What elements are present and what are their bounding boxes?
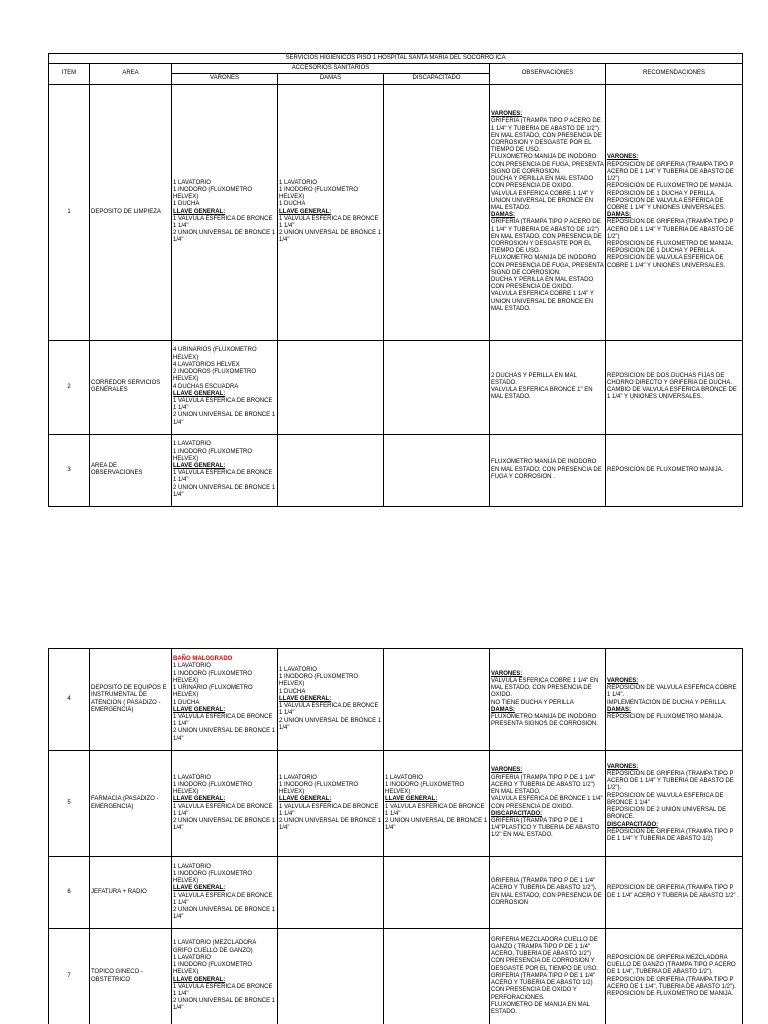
observaciones-cell	[490, 751, 606, 857]
damas-cell	[278, 434, 384, 506]
cell-line: REPOSICION DE FLUXOMETRO MANIJA.	[607, 466, 724, 473]
cell-line: REPOSICION DE VALVULA ESFERICA COBRE 1 1/4".	[607, 685, 737, 699]
cell-line: 4 DUCHAS ESCUADRA	[173, 383, 239, 390]
damas-cell	[278, 857, 384, 929]
cell-line: 1 VALVULA ESFERICA DE BRONCE 1 1/4"	[173, 215, 273, 229]
area-name: DEPOSITO DE EQUIPOS E INSTRUMENTAL DE ATENCION ( PASADIZO - EMERGENCIA)	[90, 649, 172, 751]
area-name: JEFATURA + RADIO	[90, 857, 172, 929]
warning-label: BAÑO MALOGRADO	[173, 656, 233, 663]
cell-line: REPOSICION DE VALVULA ESFERICA DE BRONCE 1 1/4"	[607, 792, 724, 806]
cell-line: VALVULA ESFERICA BRONCE 1" EN MAL ESTADO.	[491, 387, 593, 401]
cell-line: GRIFERIA MEZCLADORA CUELLO DE GANZO ( TRAMPA TIPO P DE 1 1/4" ACERO, TUBERIA DE ABASTO 1/2") CON PRESENCIA DE CORROSION Y DESGASTE POR EL TIEMPO DE USO.	[491, 936, 599, 972]
cell-line: 1 VALVULA ESFERICA DE BRONCE 1 1/4"	[173, 397, 273, 412]
cell-line: CAMBIO DE VALVULA ESFERICA BRONCE DE 1 1/4" Y UNIONES UNIVERSALES.	[607, 387, 737, 401]
section-label: DAMAS:	[491, 212, 515, 219]
cell-line: 1 INODORO (FLUXOMETRO HELVEX)	[279, 781, 359, 796]
cell-line: 1 INODORO (FLUXOMETRO HELVEX)	[173, 781, 253, 796]
varones-cell	[172, 751, 278, 857]
cell-line: 1 DUCHA	[173, 699, 200, 706]
cell-line: 1 INODORO (FLUXOMETRO HELVEX)	[173, 186, 253, 201]
discapacitado-cell	[384, 857, 490, 929]
cell-line: 1 DUCHA	[279, 201, 306, 208]
damas-cell	[278, 751, 384, 857]
cell-line: REPOSICION DE FLUXOMETRO DE MANIJA.	[607, 240, 734, 247]
cell-line: 4 LAVATORIOS HELVEX	[173, 361, 240, 368]
cell-line: 4 URINARIOS (FLUXOMETRO HELVEX)	[173, 347, 257, 361]
cell-line: 2 UNION UNIVERSAL DE BRONCE 1 1/4"	[279, 717, 382, 731]
cell-line: 1 INODORO (FLUXOMETRO HELVEX)	[279, 674, 359, 688]
table-row	[49, 751, 743, 857]
section-label: LLAVE GENERAL:	[173, 885, 226, 892]
sanitary-table-1	[48, 53, 743, 507]
area-name: AREA DE OBSERVACIONES	[90, 434, 172, 506]
recomendaciones-cell	[606, 84, 743, 340]
cell-line: 1 DUCHA	[279, 688, 306, 695]
varones-cell	[172, 340, 278, 434]
table-row	[49, 434, 743, 506]
cell-line: FLUXOMETRO MANIJA DE INODORO EN MAL ESTADO, CON PRESENCIA DE FUGA Y CORROSION .	[491, 459, 602, 480]
cell-line: 2 DUCHAS Y PERILLA EN MAL ESTADO.	[491, 372, 577, 386]
item-number: 3	[49, 434, 90, 506]
section-label: VARONES:	[491, 767, 523, 774]
cell-line: REPOSICION DE VALVULA ESFERICA DE COBRE 1 1/4" Y UNIONES UNIVERSALES.	[607, 255, 726, 269]
sanitary-table-2	[48, 648, 743, 1024]
cell-line: 1 LAVATORIO	[279, 179, 317, 186]
area-name: TOPICO GINECO - OBSTETRICO	[90, 929, 172, 1024]
discapacitado-cell	[384, 434, 490, 506]
header-recomendaciones: RECOMENDACIONES	[606, 64, 743, 84]
table-2-body	[49, 649, 743, 1024]
discapacitado-cell	[384, 340, 490, 434]
varones-cell	[172, 649, 278, 751]
cell-line: REPOSICION DE DOS DUCHAS FIJAS DE CHORRO DIRECTO Y GRIFERIA DE DUCHA.	[607, 372, 733, 386]
cell-line: GRIFERIA (TRAMPA TIPO P DE 1 1/4" ACERO Y TUBERIA DE ABASTO 1/2"), EN MAL ESTADO, CON PRESENCIA DE CORROSION	[491, 878, 602, 906]
damas-cell	[278, 84, 384, 340]
cell-line: GRIFERIA (TRAMPA TIPO P ACERO DE 1 1/4" Y TUBERIA DE ABASTO DE 1/2") EN MAL ESTADO, CON PRESENCIA DE CORROSION Y DESGASTE POR EL TIEMPO DE USO.	[491, 118, 602, 154]
section-label: LLAVE GENERAL:	[279, 208, 332, 215]
section-label: VARONES:	[607, 677, 639, 684]
cell-line: 1 URINARIO (FLUXOMETRO HELVEX)	[173, 685, 253, 699]
cell-line: REPOSICION DE 1 DUCHA Y PERILLA.	[607, 248, 716, 255]
discapacitado-cell	[384, 649, 490, 751]
header-discapacitado: DISCAPACITADO	[384, 74, 490, 84]
cell-line: VALVULA ESFERICA DE BRONCE 1 1/4" CON PRESENCIA DE OXIDO.	[491, 796, 603, 810]
recomendaciones-cell	[606, 929, 743, 1024]
cell-line: GRIFERIA (TRAMPA TIPO P ACERO DE 1 1/4" Y TUBERIA DE ABASTO DE 1/2") EN MAL ESTADO, CON PRESENCIA DE CORROSION Y DESGASTE POR EL TIEMPO DE USO.	[491, 219, 602, 255]
section-label: LLAVE GENERAL:	[385, 796, 438, 803]
cell-line: REPOSICION DE 2 UNION UNIVERSAL DE BRONCE.	[607, 807, 727, 821]
table-row	[49, 649, 743, 751]
cell-line: VALVULA ESFERICA COBRE 1 1/4" Y UNION UNIVERSAL DE BRONCE EN MAL ESTADO.	[491, 291, 594, 312]
cell-line: 1 VALVULA ESFERICA DE BRONCE 1 1/4"	[385, 803, 485, 817]
cell-line: 1 INODORO (FLUXOMETRO HELVEX)	[173, 962, 253, 976]
observaciones-cell	[490, 857, 606, 929]
cell-line: 1 VALVULA ESFERICA DE BRONCE 1 1/4"	[173, 803, 273, 817]
varones-cell	[172, 434, 278, 506]
cell-line: VALVULA ESFERICA COBRE 1 1/4" EN MAL ESTADO, CON PRESENCIA DE OXIDO.	[491, 677, 599, 699]
cell-line: 1 VALVULA ESFERICA DE BRONCE 1 1/4"	[173, 983, 273, 997]
section-label: LLAVE GENERAL:	[173, 706, 226, 713]
cell-line: 2 UNION UNIVERSAL DE BRONCE 1 1/4"	[173, 817, 276, 832]
cell-line: REPOSICION DE 1 DUCHA Y PERILLA.	[607, 190, 716, 197]
cell-line: 1 LAVATORIO	[279, 774, 317, 781]
cell-line: 1 LAVATORIO	[385, 774, 423, 781]
cell-line: GRIFERIA (TRAMPA TIPO P DE 1 1/4" ACERO Y TUBERIA DE ABASTO 1/2) CON PRESENCIA DE OXIDO Y PERFORACIONES.	[491, 972, 596, 1001]
section-label: LLAVE GENERAL:	[279, 695, 332, 702]
table-1-body	[49, 84, 743, 506]
header-varones: VARONES	[172, 74, 278, 84]
observaciones-cell	[490, 340, 606, 434]
item-number: 6	[49, 857, 90, 929]
cell-line: REPOSICION DE VALVULA ESFERICA DE COBRE 1 1/4" Y UNIONES UNIVERSALES.	[607, 197, 726, 211]
section-label: VARONES:	[607, 763, 639, 770]
table-row	[49, 84, 743, 340]
area-name: DEPOSITO DE LIMPIEZA	[90, 84, 172, 340]
cell-line: FLUXOMETRO MANIJA DE INODORO PRESENTA SIGNOS DE CORROSION.	[491, 713, 598, 728]
cell-line: 2 UNION UNIVERSAL DE BRONCE 1 1/4"	[173, 412, 276, 426]
cell-line: FLUXOMETRO MANIJA DE INODORO CON PRESENCIA DE FUGA, PRESENTA SIGNO DE CORROSION.	[491, 255, 604, 276]
section-label: VARONES:	[491, 111, 523, 118]
observaciones-cell	[490, 649, 606, 751]
cell-line: NO TIENE DUCHA Y PERILLA	[491, 699, 574, 706]
item-number: 4	[49, 649, 90, 751]
cell-line: 1 LAVATORIO	[173, 774, 211, 781]
varones-cell	[172, 929, 278, 1024]
cell-line: 2 UNION UNIVERSAL DE BRONCE 1 1/4"	[173, 728, 276, 742]
cell-line: 1 INODORO (FLUXOMETRO HELVEX)	[385, 781, 465, 796]
cell-line: 1 VALVULA ESFERICA DE BRONCE 1 1/4"	[279, 215, 379, 229]
cell-line: REPOSICION DE GRIFERIA (TRAMPA TIPO P ACERO DE 1 1/4" Y TUBERIA DE ABASTO DE 1/2").	[607, 771, 734, 792]
header-area: AREA	[90, 64, 172, 84]
cell-line: 1 LAVATORIO	[173, 663, 211, 670]
section-label: VARONES:	[491, 670, 523, 677]
cell-line: 1 LAVATORIO	[173, 441, 211, 448]
table-row	[49, 340, 743, 434]
section-label: LLAVE GENERAL:	[173, 390, 226, 397]
section-label: LLAVE GENERAL:	[173, 208, 226, 215]
cell-line: REPOSICION DE GRIFERIA (TRAMPA TIPO P DE 1 1/4" Y TUBERIA DE ABASTO 1/2)	[607, 828, 734, 842]
cell-line: 1 VALVULA ESFERICA DE BRONCE 1 1/4"	[279, 703, 379, 717]
recomendaciones-cell	[606, 751, 743, 857]
section-label: VARONES:	[607, 154, 639, 161]
cell-line: REPOSICION DE FLUXOMETRO MANIJA.	[607, 713, 724, 720]
header-accesorios: ACCESORIOS SANITARIOS	[172, 64, 490, 74]
cell-line: FLUXOMETRO DE MANIJA EN MAL ESTADO.	[491, 1001, 590, 1015]
damas-cell	[278, 649, 384, 751]
cell-line: REPOSICION DE GRIFERIA MEZCLADORA CUELLO DE GANZO (TRAMPA TIPO P ACERO DE 1 1/4", TUBERIA DE ABASTO 1/2").	[607, 954, 736, 976]
cell-line: 1 VALVULA ESFERICA DE BRONCE 1 1/4"	[173, 713, 273, 728]
cell-line: 2 UNION UNIVERSAL DE BRONCE 1 1/4"	[279, 230, 382, 244]
section-label: LLAVE GENERAL:	[173, 796, 226, 803]
cell-line: REPOSICION DE GRIFERIA (TRAMPA TIPO P ACERO DE 1 1/4" Y TUBERIA DE ABASTO DE 1/2")	[607, 161, 734, 183]
cell-line: 1 LAVATORIO	[279, 667, 317, 674]
cell-line: 1 VALVULA ESFERICA DE BRONCE 1 1/4"	[173, 892, 273, 906]
cell-line: REPOSICION DE GRIFERIA (TRAMPA TIPO P ACERO DE 1 1/4", TUBERIA DE ABASTO 1/2").	[607, 976, 736, 990]
observaciones-cell	[490, 84, 606, 340]
cell-line: 2 UNION UNIVERSAL DE BRONCE 1 1/4"	[173, 484, 276, 498]
header-damas: DAMAS	[278, 74, 384, 84]
recomendaciones-cell	[606, 340, 743, 434]
table-row	[49, 929, 743, 1024]
area-name: FARMACIA (PASADIZO - EMERGENCIA)	[90, 751, 172, 857]
cell-line: 1 VALVULA ESFERICA DE BRONCE 1 1/4"	[173, 470, 273, 484]
observaciones-cell	[490, 434, 606, 506]
section-label: DISCAPACITADO:	[607, 821, 659, 828]
recomendaciones-cell	[606, 857, 743, 929]
cell-line: VALVULA ESFERICA COBRE 1 1/4" Y UNION UNIVERSAL DE BRONCE EN MAL ESTADO.	[491, 190, 594, 211]
cell-line: 1 LAVATORIO	[173, 863, 211, 870]
item-number: 5	[49, 751, 90, 857]
cell-line: 1 VALVULA ESFERICA DE BRONCE 1 1/4"	[279, 803, 379, 817]
cell-line: 1 INODORO (FLUXOMETRO HELVEX)	[173, 670, 253, 684]
cell-line: 1 INODORO (FLUXOMETRO HELVEX)	[173, 870, 253, 885]
observaciones-cell	[490, 929, 606, 1024]
cell-line: DUCHA Y PERILLA EN MAL ESTADO CON PRESENCIA DE OXIDO.	[491, 276, 594, 291]
section-label: DAMAS:	[607, 212, 631, 219]
cell-line: 2 UNION UNIVERSAL DE BRONCE 1 1/4"	[173, 906, 276, 921]
table-row	[49, 857, 743, 929]
cell-line: 2 UNION UNIVERSAL DE BRONCE 1 1/4"	[385, 817, 488, 832]
damas-cell	[278, 929, 384, 1024]
section-label: LLAVE GENERAL:	[279, 796, 332, 803]
discapacitado-cell	[384, 929, 490, 1024]
cell-line: 2 UNION UNIVERSAL DE BRONCE 1 1/4"	[279, 817, 382, 832]
cell-line: GRIFERIA (TRAMPA TIPO P DE 1 1/4"PLASTICO Y TUBERIA DE ABASTO 1/2" EN MAL ESTADO.	[491, 817, 600, 839]
cell-line: IMPLEMENTACION DE DUCHA Y PERILLA.	[607, 699, 727, 706]
discapacitado-cell	[384, 751, 490, 857]
cell-line: 1 LAVATORIO	[173, 179, 211, 186]
header-item: ITEM	[49, 64, 90, 84]
section-label: LLAVE GENERAL:	[173, 462, 226, 469]
section-label: DISCAPACITADO:	[491, 810, 543, 817]
section-label: LLAVE GENERAL:	[173, 976, 226, 983]
cell-line: 1 INODORO (FLUXOMETRO HELVEX)	[173, 448, 253, 462]
cell-line: FLUXOMETRO MANIJA DE INODORO CON PRESENCIA DE FUGA, PRESENTA SIGNO DE CORROSION.	[491, 154, 604, 175]
damas-cell	[278, 340, 384, 434]
cell-line: 1 LAVATORIO	[173, 954, 211, 961]
cell-line: 2 UNION UNIVERSAL DE BRONCE 1 1/4"	[173, 998, 276, 1012]
cell-line: 1 LAVATORIO (MEZCLADORA GRIFO CUELLO DE GANZO)	[173, 940, 256, 954]
cell-line: 1 DUCHA	[173, 201, 200, 208]
item-number: 7	[49, 929, 90, 1024]
table-title: SERVICIOS HIGIENICOS PISO 1 HOSPITAL SANTA MARIA DEL SOCORRO ICA	[49, 54, 743, 64]
header-observaciones: OBSERVACIONES	[490, 64, 606, 84]
recomendaciones-cell	[606, 434, 743, 506]
item-number: 1	[49, 84, 90, 340]
cell-line: DUCHA Y PERILLA EN MAL ESTADO CON PRESENCIA DE OXIDO.	[491, 176, 594, 190]
varones-cell	[172, 84, 278, 340]
cell-line: 2 UNION UNIVERSAL DE BRONCE 1 1/4"	[173, 230, 276, 244]
cell-line: REPOSICION DE GRIFERIA (TRAMPA TIPO P DE 1 1/4" ACERO Y TUBERIA DE ABASTO 1/2" .	[607, 885, 739, 899]
recomendaciones-cell	[606, 649, 743, 751]
varones-cell	[172, 857, 278, 929]
cell-line: GRIFERIA (TRAMPA TIPO P DE 1 1/4" ACERO Y TUBERIA DE ABASTO 1/2") EN MAL ESTADO.	[491, 774, 596, 796]
area-name: CORREDOR SERVICIOS GENERALES	[90, 340, 172, 434]
section-label: DAMAS:	[491, 706, 515, 713]
cell-line: 2 INODOROS (FLUXOMETRO HELVEX)	[173, 369, 257, 383]
cell-line: REPOSICION DE FLUXOMETRO DE MANIJA.	[607, 183, 734, 190]
cell-line: REPOSICION DE GRIFERIA (TRAMPA TIPO P ACERO DE 1 1/4" Y TUBERIA DE ABASTO DE 1/2")	[607, 219, 734, 240]
section-label: DAMAS:	[607, 706, 631, 713]
item-number: 2	[49, 340, 90, 434]
discapacitado-cell	[384, 84, 490, 340]
cell-line: REPOSICION DE FLUXOMETRO DE MANIJA.	[607, 990, 734, 997]
cell-line: 1 INODORO (FLUXOMETRO HELVEX)	[279, 186, 359, 201]
